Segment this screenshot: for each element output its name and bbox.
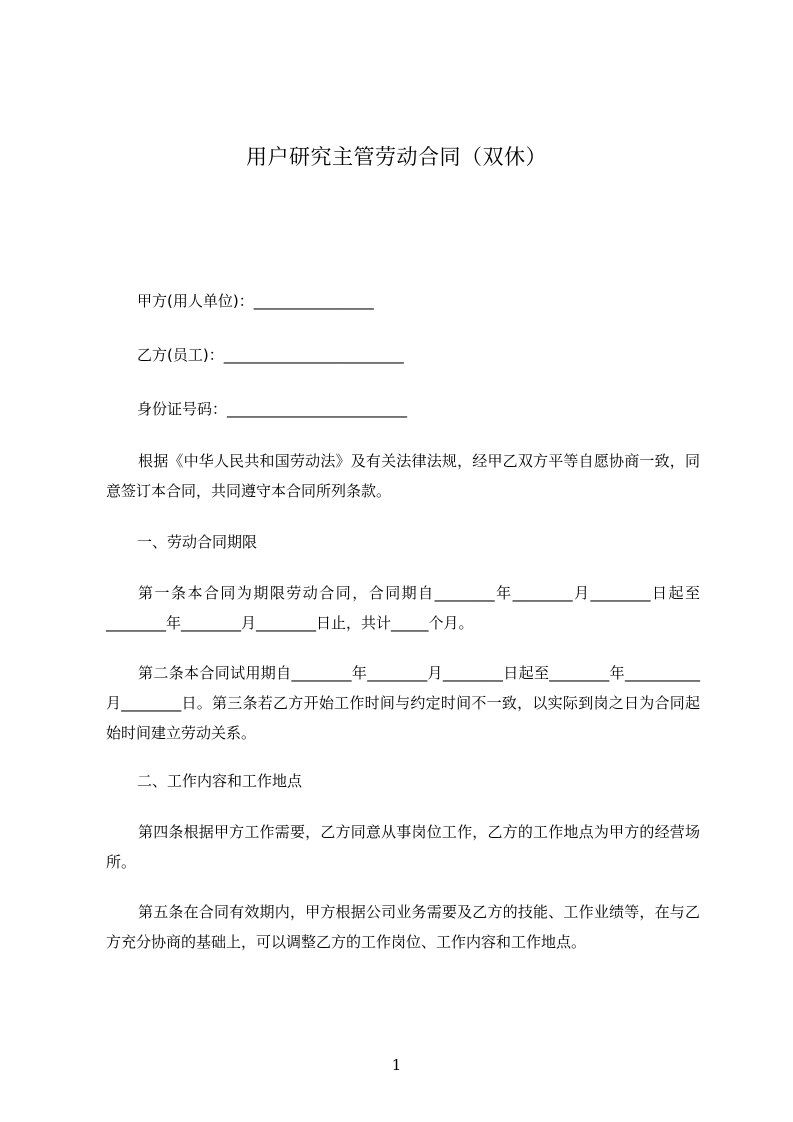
- party-b-line: [137, 345, 404, 365]
- id-number-label: 身份证号码：: [137, 400, 228, 418]
- id-number-blank: ________________________: [227, 400, 408, 418]
- id-number-line: [137, 399, 407, 419]
- article-5-paragraph: 第五条在合同有效期内，甲方根据公司业务需要及乙方的技能、工作业绩等，在与乙方充分协商的基础上，可以调整乙方的工作岗位、工作内容和工作地点。: [106, 903, 700, 951]
- section-2-heading: 二、工作内容和工作地点: [137, 772, 303, 790]
- article-1-paragraph: 第一条本合同为期限劳动合同，合同期自________年________月________日起至________年________月________日止，共计_____个月。: [106, 584, 700, 632]
- party-b-label: 乙方(员工)：: [137, 346, 224, 364]
- document-title: 用户研究主管劳动合同（双休）: [246, 145, 547, 169]
- party-a-label: 甲方(用人单位)：: [137, 292, 254, 310]
- page-number: 1: [391, 1056, 402, 1074]
- party-a-blank: ________________: [253, 292, 374, 310]
- article-4-paragraph: 第四条根据甲方工作需要，乙方同意从事岗位工作，乙方的工作地点为甲方的经营场所。: [106, 823, 700, 871]
- preamble-paragraph: 根据《中华人民共和国劳动法》及有关法律法规，经甲乙双方平等自愿协商一致，同意签订本合同，共同遵守本合同所列条款。: [106, 452, 700, 500]
- party-b-blank: ________________________: [223, 346, 404, 364]
- article-2-3-paragraph: 第二条本合同试用期自________年________月________日起至________年__________月________日。第三条若乙方开始工作时间与约定时间不一致，以实际到岗之日为合同起始时间建立劳动关系。: [106, 664, 700, 742]
- party-a-line: [137, 291, 374, 311]
- section-1-heading: 一、劳动合同期限: [137, 533, 258, 551]
